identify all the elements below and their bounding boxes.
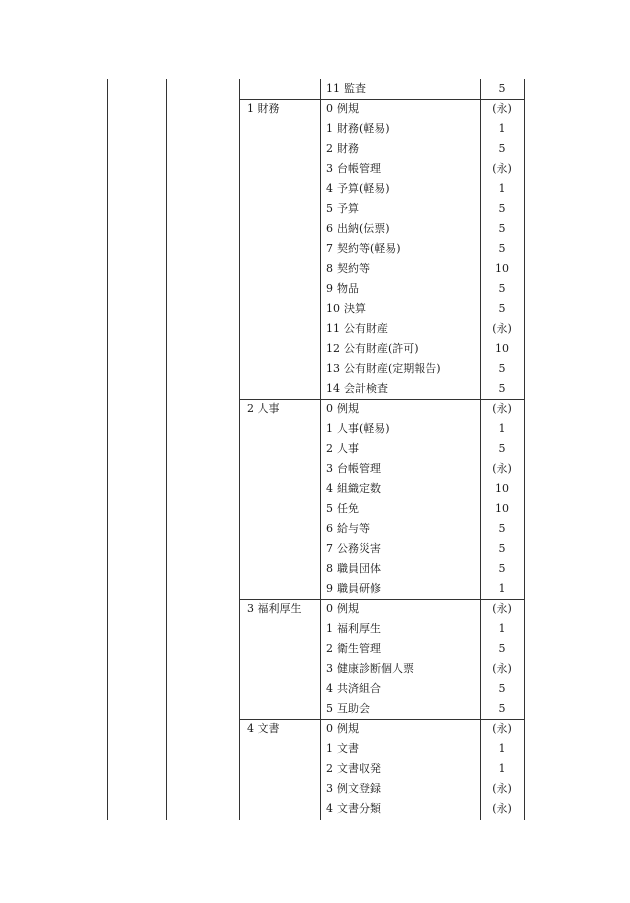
row-number: 12: [326, 342, 340, 355]
retention-period: 5: [498, 282, 506, 295]
row-number: 2: [326, 142, 333, 155]
retention-period: 5: [498, 522, 506, 535]
retention-period: (永): [492, 782, 512, 795]
retention-period: 10: [495, 502, 509, 515]
row-name: 契約等: [337, 262, 370, 275]
row-number: 5: [326, 502, 333, 515]
row-number: 3: [326, 662, 333, 675]
retention-period: 10: [495, 342, 509, 355]
retention-period: 5: [498, 442, 506, 455]
group-divider: [239, 599, 524, 600]
retention-period: 1: [498, 422, 506, 435]
row-number: 3: [326, 782, 333, 795]
retention-period: 1: [498, 182, 506, 195]
column-rule-3: [320, 79, 321, 820]
row-name: 人事: [337, 442, 359, 455]
row-number: 6: [326, 222, 333, 235]
row-name: 職員研修: [337, 582, 381, 595]
retention-period: (永): [492, 102, 512, 115]
group-label: 3 福利厚生: [247, 602, 302, 615]
retention-period: 5: [498, 362, 506, 375]
retention-period: (永): [492, 322, 512, 335]
row-number: 5: [326, 202, 333, 215]
retention-period: (永): [492, 662, 512, 675]
row-number: 11: [326, 322, 340, 335]
retention-period: 5: [498, 142, 506, 155]
row-name: 契約等(軽易): [337, 242, 401, 255]
row-name: 組織定数: [337, 482, 381, 495]
row-number: 1: [326, 422, 333, 435]
row-name: 公有財産(定期報告): [344, 362, 441, 375]
retention-period: 5: [498, 642, 506, 655]
group-divider: [239, 399, 524, 400]
row-number: 4: [326, 482, 333, 495]
retention-period: (永): [492, 602, 512, 615]
row-name: 文書収発: [337, 762, 381, 775]
row-number: 3: [326, 162, 333, 175]
row-number: 4: [326, 182, 333, 195]
retention-period: 1: [498, 762, 506, 775]
row-number: 11: [326, 82, 340, 95]
row-name: 予算(軽易): [337, 182, 390, 195]
retention-period: 1: [498, 122, 506, 135]
row-name: 例規: [337, 102, 359, 115]
row-number: 0: [326, 102, 333, 115]
row-name: 任免: [337, 502, 359, 515]
column-rule-2: [239, 79, 240, 820]
row-name: 物品: [337, 282, 359, 295]
row-number: 4: [326, 802, 333, 815]
retention-period: 10: [495, 482, 509, 495]
row-number: 5: [326, 702, 333, 715]
row-name: 台帳管理: [337, 162, 381, 175]
row-name: 財務(軽易): [337, 122, 390, 135]
group-label: 2 人事: [247, 402, 280, 415]
row-number: 3: [326, 462, 333, 475]
retention-period: (永): [492, 402, 512, 415]
group-label: 1 財務: [247, 102, 280, 115]
row-name: 監査: [344, 82, 366, 95]
row-number: 10: [326, 302, 340, 315]
row-name: 文書分類: [337, 802, 381, 815]
retention-period: 5: [498, 302, 506, 315]
row-number: 7: [326, 542, 333, 555]
row-name: 例文登録: [337, 782, 381, 795]
group-divider: [239, 99, 524, 100]
retention-period: (永): [492, 462, 512, 475]
retention-period: 1: [498, 742, 506, 755]
row-name: 公有財産: [344, 322, 388, 335]
retention-period: (永): [492, 802, 512, 815]
row-name: 会計検査: [344, 382, 388, 395]
row-name: 互助会: [337, 702, 370, 715]
row-name: 台帳管理: [337, 462, 381, 475]
row-number: 1: [326, 122, 333, 135]
row-name: 給与等: [337, 522, 370, 535]
row-number: 8: [326, 562, 333, 575]
retention-period: 5: [498, 682, 506, 695]
row-name: 例規: [337, 602, 359, 615]
group-divider: [239, 719, 524, 720]
row-number: 2: [326, 762, 333, 775]
row-name: 決算: [344, 302, 366, 315]
row-name: 衛生管理: [337, 642, 381, 655]
retention-period: 5: [498, 222, 506, 235]
retention-period: 5: [498, 242, 506, 255]
row-number: 2: [326, 642, 333, 655]
row-number: 4: [326, 682, 333, 695]
retention-period: 1: [498, 582, 506, 595]
row-name: 人事(軽易): [337, 422, 390, 435]
row-name: 文書: [337, 742, 359, 755]
row-number: 1: [326, 742, 333, 755]
row-name: 財務: [337, 142, 359, 155]
row-name: 例規: [337, 402, 359, 415]
row-name: 例規: [337, 722, 359, 735]
row-number: 0: [326, 722, 333, 735]
retention-period: (永): [492, 162, 512, 175]
row-number: 9: [326, 582, 333, 595]
column-rule-0: [107, 79, 108, 820]
retention-period: 5: [498, 82, 506, 95]
retention-period: 5: [498, 202, 506, 215]
retention-period: 1: [498, 622, 506, 635]
retention-period: 5: [498, 382, 506, 395]
retention-period: 10: [495, 262, 509, 275]
retention-period: 5: [498, 702, 506, 715]
row-name: 職員団体: [337, 562, 381, 575]
row-number: 2: [326, 442, 333, 455]
retention-period: 5: [498, 542, 506, 555]
row-name: 共済組合: [337, 682, 381, 695]
row-name: 公務災害: [337, 542, 381, 555]
row-number: 0: [326, 602, 333, 615]
retention-period: (永): [492, 722, 512, 735]
row-name: 予算: [337, 202, 359, 215]
row-name: 健康診断個人票: [337, 662, 414, 675]
row-name: 福利厚生: [337, 622, 381, 635]
row-name: 公有財産(許可): [344, 342, 419, 355]
row-name: 出納(伝票): [337, 222, 390, 235]
row-number: 9: [326, 282, 333, 295]
row-number: 8: [326, 262, 333, 275]
row-number: 0: [326, 402, 333, 415]
row-number: 14: [326, 382, 340, 395]
group-label: 4 文書: [247, 722, 280, 735]
row-number: 13: [326, 362, 340, 375]
row-number: 1: [326, 622, 333, 635]
retention-period: 5: [498, 562, 506, 575]
row-number: 6: [326, 522, 333, 535]
row-number: 7: [326, 242, 333, 255]
column-rule-1: [166, 79, 167, 820]
